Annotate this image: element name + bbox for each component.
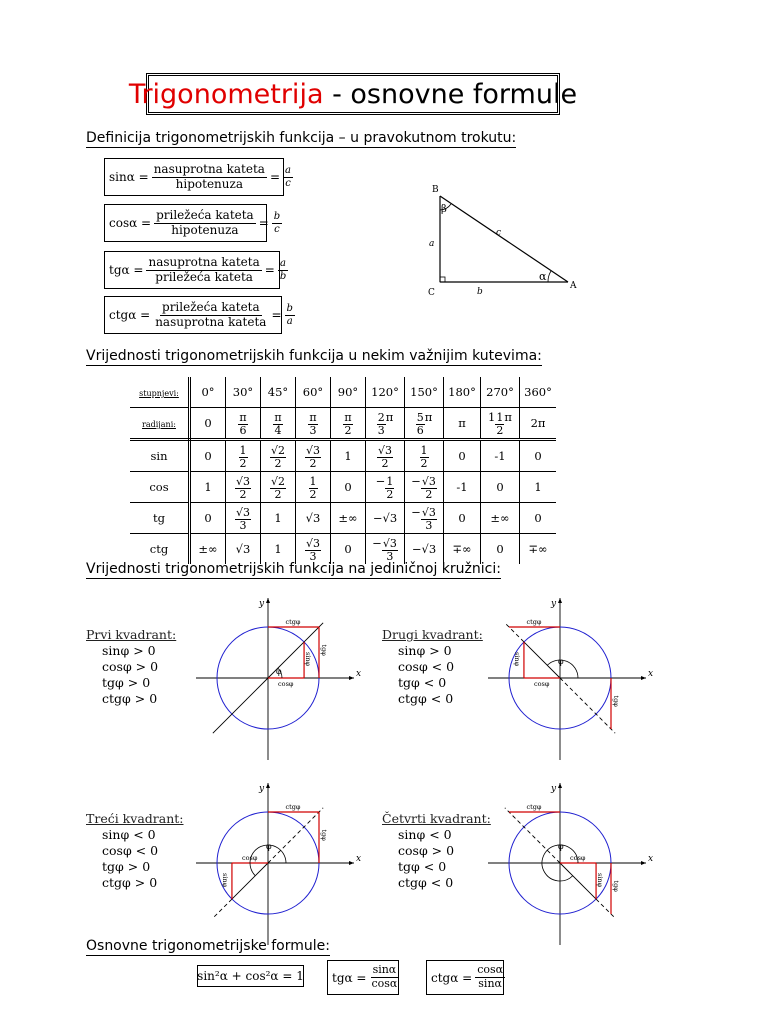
quadrant-sign-rule: sinφ > 0 <box>398 643 452 658</box>
x-arrow <box>641 676 646 680</box>
radius-line <box>268 642 304 678</box>
right-angle-mark <box>440 277 445 282</box>
ctg-identity-den: sinα <box>478 977 502 990</box>
y-axis-label: y <box>259 599 265 609</box>
x-axis-label: x <box>648 854 654 864</box>
page-title <box>128 73 578 115</box>
side-a-label: a <box>429 239 435 249</box>
quadrant-title: Treći kvadrant: <box>86 811 184 826</box>
ctg-label: ctgφ <box>285 803 301 811</box>
section1-heading: Definicija trigonometrijskih funkcija – u pravokutnom trokutu: <box>86 130 517 146</box>
equals-sign: = <box>258 216 269 230</box>
cos-label: cosφ <box>533 680 550 688</box>
formula-den: nasuprotna kateta <box>155 314 267 329</box>
alpha-label: α <box>539 270 547 283</box>
ratio-num: b <box>286 303 293 314</box>
x-arrow <box>349 861 354 865</box>
formula-num: priležeća kateta <box>162 299 260 314</box>
section2-heading: Vrijednosti trigonometrijskih funkcija u nekim važnijim kutevima: <box>86 348 542 364</box>
table-row: sin 0 $\frac{1}{2}$ $\frac{√2}{2}$ $\frac{√3}{2}$ 1 $\frac{√3}{2}$ $\frac{1}{2}$ 0 -1 0 <box>130 440 556 472</box>
formula-den: priležeća kateta <box>155 269 253 284</box>
deg-120: 120° <box>366 377 405 408</box>
tg-label: tgφ <box>320 829 328 841</box>
y-axis-label: y <box>551 599 557 609</box>
row-label-ctg: ctg <box>130 534 190 565</box>
quadrant-sign-rule: tgφ < 0 <box>398 675 447 690</box>
quadrant-sign-rule: tgφ > 0 <box>102 675 151 690</box>
ratio-den: c <box>285 177 291 189</box>
deg-270: 270° <box>481 377 520 408</box>
unit-circle <box>488 590 658 760</box>
radius-line <box>560 863 596 899</box>
formula-num: nasuprotna kateta <box>148 254 260 269</box>
table-row <box>130 408 556 440</box>
ratio-den: c <box>274 223 280 235</box>
quadrant-sign-rule: ctgφ < 0 <box>398 691 454 706</box>
table-row: ctg ±∞ √3 1 $\frac{√3}{3}$ 0 − $\frac{√3}{3}$ −√3 ∓∞ 0 ∓∞ <box>130 534 556 565</box>
y-arrow <box>266 783 270 788</box>
unit-circle <box>488 775 658 945</box>
x-arrow <box>641 861 646 865</box>
deg-180: 180° <box>444 377 481 408</box>
section4-heading: Osnovne trigonometrijske formule: <box>86 938 330 954</box>
tg-label: tgφ <box>320 644 328 656</box>
formula-den: hipotenuza <box>175 176 243 191</box>
formula-lhs: cosα = <box>109 216 152 230</box>
side-c-label: c <box>496 228 502 238</box>
rad-120: $\frac{2}{3}$ π <box>366 408 405 440</box>
rad-180: π <box>444 408 481 440</box>
formula-num: priležeća kateta <box>156 207 254 222</box>
ray-extension <box>213 899 232 918</box>
quadrant-text <box>382 627 483 707</box>
row-label-sin: sin <box>130 440 190 472</box>
deg-0: 0° <box>190 377 226 408</box>
sin-label: sinφ <box>596 873 605 888</box>
ray-opposite <box>505 808 560 863</box>
quadrant-text <box>382 811 491 891</box>
ctg-identity <box>426 960 504 995</box>
quadrant-sign-rule: ctgφ < 0 <box>398 875 454 890</box>
x-axis-label: x <box>356 669 362 679</box>
deg-90: 90° <box>331 377 366 408</box>
cos-label: cosφ <box>278 680 294 688</box>
cos-label: cosφ <box>570 854 586 862</box>
right-triangle-diagram <box>420 180 590 300</box>
ray-opposite <box>560 678 615 733</box>
alpha-arc <box>548 271 551 282</box>
row-label-degrees: stupnjevi: <box>139 389 179 398</box>
equals-sign: = <box>264 263 275 277</box>
sin-label: sinφ <box>220 873 229 888</box>
pythagorean-identity <box>197 965 304 987</box>
tg-identity-num: sinα <box>372 963 397 977</box>
formula-lhs: tgα = <box>109 263 144 277</box>
rad-150: $\frac{5}{6}$ π <box>405 408 444 440</box>
x-axis-label: x <box>356 854 362 864</box>
ratio-den: b <box>279 270 287 282</box>
vertex-B: B <box>432 185 439 195</box>
row-label-cos: cos <box>130 472 190 503</box>
sin-label: sinφ <box>512 651 521 667</box>
unit-circle <box>196 590 366 760</box>
tg-identity-lhs: tgα = <box>332 970 367 985</box>
radius-line <box>524 642 560 678</box>
row-label-tg: tg <box>130 503 190 534</box>
formula-den: hipotenuza <box>171 222 239 237</box>
tg-identity <box>327 960 399 995</box>
quadrant-text <box>86 811 184 891</box>
y-axis-label: y <box>259 784 265 794</box>
phi-label: φ <box>558 657 564 666</box>
rad-90: $\frac{\pi}{2}$ <box>331 408 366 440</box>
table-row: cos 1 $\frac{√3}{2}$ $\frac{√2}{2}$ $\frac{1}{2}$ 0 − $\frac{1}{2}$ − $\frac{√3}{2}$ -1 0 1 <box>130 472 556 503</box>
quadrant-sign-rule: sinφ < 0 <box>102 827 156 842</box>
tg-label: tgφ <box>612 695 620 707</box>
y-arrow <box>266 598 270 603</box>
values-table <box>130 377 556 564</box>
deg-30: 30° <box>226 377 261 408</box>
quadrant-title: Četvrti kvadrant: <box>382 811 491 826</box>
ratio-num: a <box>285 165 291 176</box>
title-rest: - osnovne formule <box>323 78 578 110</box>
quadrant-title: Prvi kvadrant: <box>86 627 177 642</box>
quadrant-title: Drugi kvadrant: <box>382 627 483 642</box>
unit-circle <box>196 775 366 945</box>
title-red-part: Trigonometrija <box>128 78 324 110</box>
radius-line <box>232 863 268 899</box>
formula-box <box>104 296 293 334</box>
ray-extension <box>596 899 615 918</box>
ray-opposite <box>213 678 268 733</box>
y-arrow <box>558 598 562 603</box>
identity-text: sin²α + cos²α = 1 <box>197 969 304 983</box>
deg-360: 360° <box>520 377 557 408</box>
vertex-C: C <box>428 288 435 298</box>
ratio-num: b <box>273 211 281 222</box>
quadrant-sign-rule: tgφ > 0 <box>102 859 151 874</box>
tg-identity-den: cosα <box>371 977 398 990</box>
rad-360: 2π <box>520 408 557 440</box>
quadrant-sign-rule: ctgφ > 0 <box>102 691 158 706</box>
section3-heading: Vrijednosti trigonometrijskih funkcija na jediničnoj kružnici: <box>86 561 501 577</box>
quadrant-text <box>86 627 176 707</box>
rad-270: 1 $\frac{1}{2}$ π <box>481 408 520 440</box>
phi-label: φ <box>266 842 272 851</box>
ctg-label: ctgφ <box>526 803 542 811</box>
ctg-identity-lhs: ctgα = <box>431 970 473 985</box>
x-axis-label: x <box>648 669 654 679</box>
phi-label: φ <box>276 667 282 676</box>
phi-label: φ <box>558 842 564 851</box>
row-label-radians: radijani: <box>142 420 176 429</box>
y-axis-label: y <box>551 784 557 794</box>
x-arrow <box>349 676 354 680</box>
quadrant-sign-rule: cosφ < 0 <box>102 843 159 858</box>
deg-45: 45° <box>261 377 296 408</box>
deg-60: 60° <box>296 377 331 408</box>
quadrant-sign-rule: cosφ > 0 <box>398 843 455 858</box>
quadrant-sign-rule: ctgφ > 0 <box>102 875 158 890</box>
quadrant-sign-rule: tgφ < 0 <box>398 859 447 874</box>
quadrant-sign-rule: sinφ > 0 <box>102 643 156 658</box>
ctg-label: ctgφ <box>285 618 301 626</box>
sin-label: sinφ <box>304 651 313 667</box>
ratio-num: a <box>280 258 286 269</box>
quadrant-sign-rule: cosφ < 0 <box>398 659 455 674</box>
formula-box <box>104 158 291 196</box>
beta-label: β <box>441 204 447 215</box>
table-row: tg 0 $\frac{√3}{3}$ 1 √3 ±∞ −√3 − $\frac{√3}{3}$ 0 ±∞ 0 <box>130 503 556 534</box>
ray-opposite <box>268 808 323 863</box>
formula-lhs: ctgα = <box>109 308 151 322</box>
ratio-den: a <box>286 315 293 327</box>
ray-extension <box>505 623 524 642</box>
ctg-identity-num: cosα <box>477 963 504 977</box>
quadrant-sign-rule: sinφ < 0 <box>398 827 452 842</box>
rad-30: $\frac{\pi}{6}$ <box>226 408 261 440</box>
tg-label: tgφ <box>612 880 620 892</box>
cos-label: cosφ <box>241 854 258 862</box>
formula-lhs: sinα = <box>109 170 149 184</box>
y-arrow <box>558 783 562 788</box>
rad-60: $\frac{\pi}{3}$ <box>296 408 331 440</box>
rad-45: $\frac{\pi}{4}$ <box>261 408 296 440</box>
quadrant-sign-rule: cosφ > 0 <box>102 659 159 674</box>
formula-box <box>104 251 287 289</box>
vertex-A: A <box>570 281 577 291</box>
equals-sign: = <box>271 308 282 322</box>
ray-extension <box>304 623 323 642</box>
formula-num: nasuprotna kateta <box>153 161 265 176</box>
side-b-label: b <box>477 287 483 297</box>
ctg-label: ctgφ <box>526 618 542 626</box>
rad-0: 0 <box>190 408 226 440</box>
table-row <box>130 377 556 408</box>
equals-sign: = <box>269 170 281 184</box>
side-c-line <box>440 196 568 282</box>
formula-box <box>104 204 281 242</box>
deg-150: 150° <box>405 377 444 408</box>
